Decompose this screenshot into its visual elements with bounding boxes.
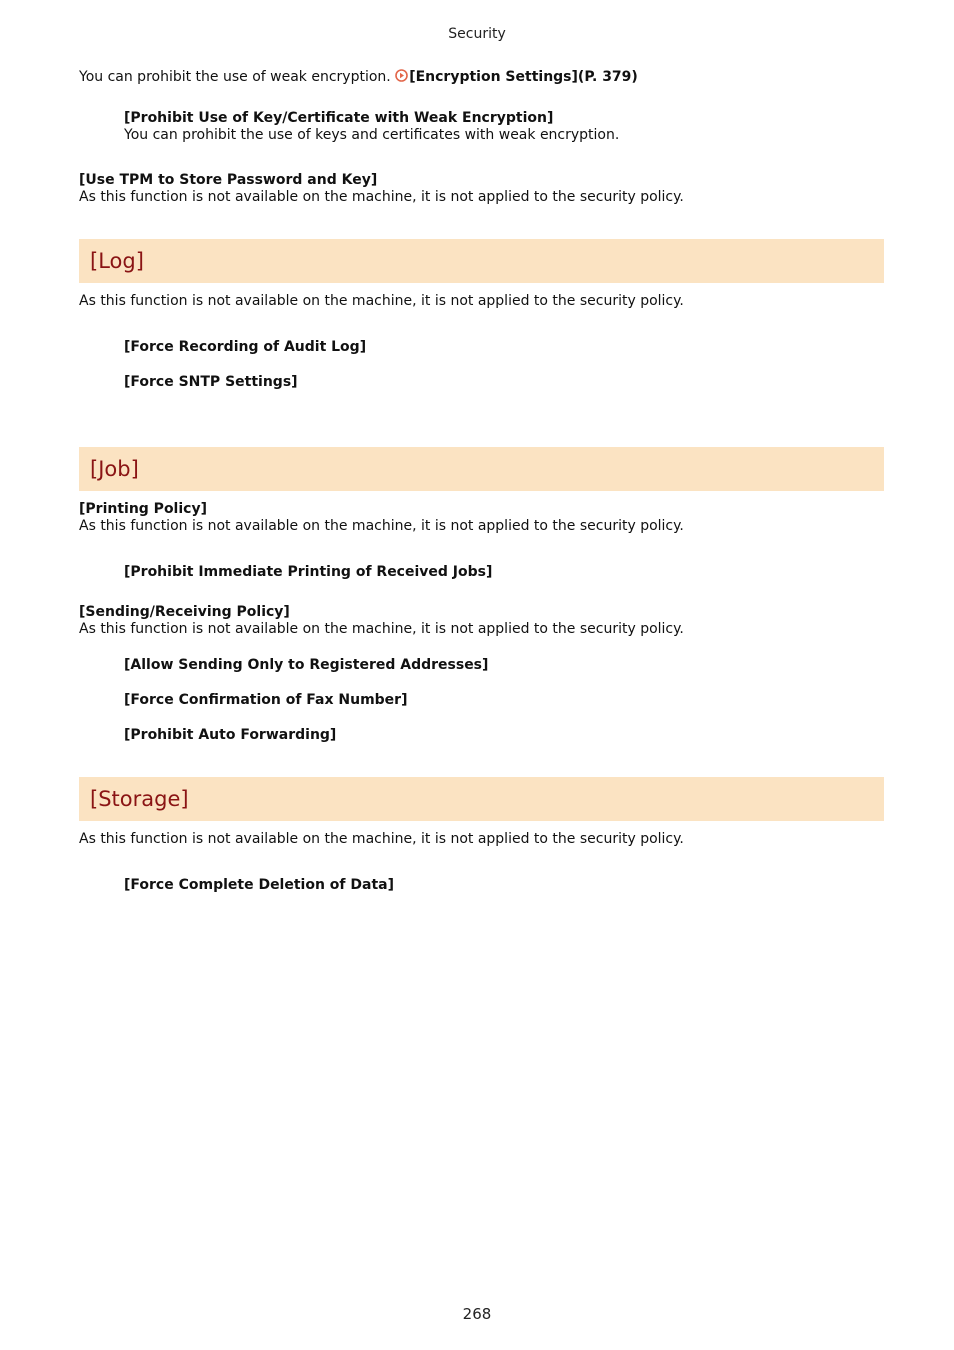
sending-policy-label: [Sending/Receiving Policy] [79, 604, 290, 620]
arrow-circle-right-icon [395, 69, 408, 82]
job-section-heading: [Job] [90, 457, 139, 481]
storage-section-heading: [Storage] [90, 787, 189, 811]
running-header: Security [448, 26, 506, 42]
force-complete-deletion-label: [Force Complete Deletion of Data] [124, 877, 394, 893]
printing-policy-description: As this function is not available on the machine, it is not applied to the security policy. [79, 518, 684, 534]
storage-description: As this function is not available on the machine, it is not applied to the security policy. [79, 831, 684, 847]
prohibit-weak-key-description: You can prohibit the use of keys and certificates with weak encryption. [124, 127, 620, 143]
allow-registered-addresses-label: [Allow Sending Only to Registered Addresses] [124, 657, 489, 673]
intro-text: You can prohibit the use of weak encryption. [79, 69, 396, 85]
intro-paragraph [79, 69, 638, 86]
tpm-description: As this function is not available on the machine, it is not applied to the security policy. [79, 189, 684, 205]
page-number: 268 [462, 1305, 492, 1323]
log-description: As this function is not available on the machine, it is not applied to the security policy. [79, 293, 684, 309]
sending-policy-description: As this function is not available on the machine, it is not applied to the security policy. [79, 621, 684, 637]
job-section-header [79, 447, 884, 491]
storage-section-header [79, 777, 884, 821]
prohibit-immediate-printing-label: [Prohibit Immediate Printing of Received Jobs] [124, 564, 493, 580]
log-section-heading: [Log] [90, 249, 144, 273]
force-sntp-label: [Force SNTP Settings] [124, 374, 298, 390]
force-audit-log-label: [Force Recording of Audit Log] [124, 339, 367, 355]
force-fax-confirmation-label: [Force Confirmation of Fax Number] [124, 692, 408, 708]
printing-policy-label: [Printing Policy] [79, 501, 207, 517]
prohibit-auto-forwarding-label: [Prohibit Auto Forwarding] [124, 727, 337, 743]
prohibit-weak-key-label: [Prohibit Use of Key/Certificate with Weak Encryption] [124, 110, 554, 126]
tpm-label: [Use TPM to Store Password and Key] [79, 172, 378, 188]
encryption-settings-link-label: [Encryption Settings](P. 379) [409, 69, 638, 85]
log-section-header [79, 239, 884, 283]
encryption-settings-link[interactable] [395, 69, 638, 85]
